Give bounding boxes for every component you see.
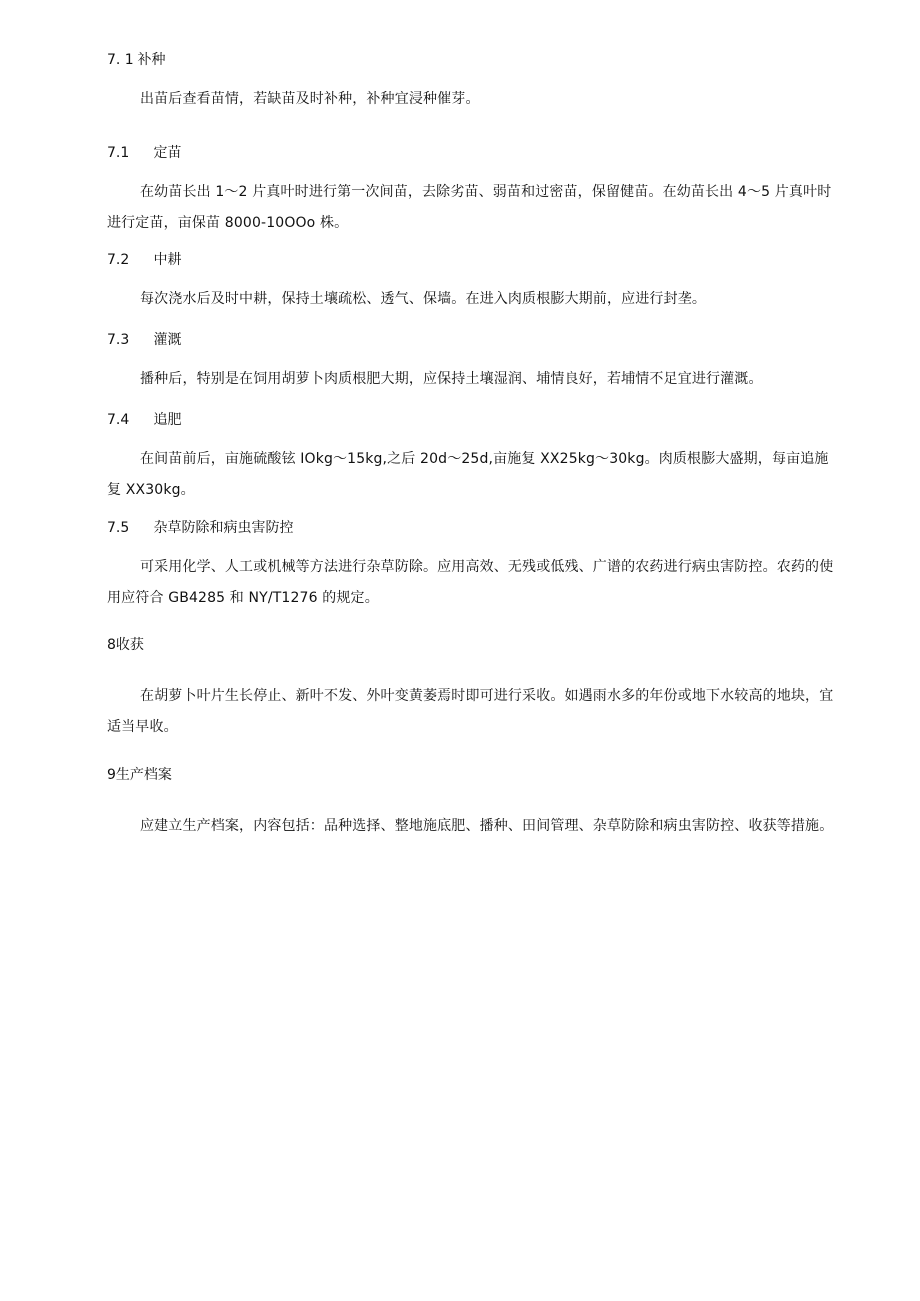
section-number: 7. 1 bbox=[107, 52, 134, 68]
section-heading bbox=[107, 250, 181, 270]
section-heading bbox=[107, 635, 144, 655]
section-body: 可采用化学、人工或机械等方法进行杂草防除。应用高效、无残或低残、广谱的农药进行病虫害防控。农药的使用应符合 GB4285 和 NY/T1276 的规定。 bbox=[107, 559, 834, 606]
section-title: 中耕 bbox=[153, 252, 182, 268]
section-title: 追肥 bbox=[153, 412, 182, 428]
section-number: 9 bbox=[107, 767, 116, 783]
section-heading bbox=[107, 143, 181, 163]
section-number: 7.4 bbox=[107, 412, 130, 428]
section-heading bbox=[107, 518, 293, 538]
section-title: 定苗 bbox=[153, 145, 182, 161]
section-body: 在间苗前后，亩施硫酸铉 IOkg～15kg,之后 20d～25d,亩施复 XX25kg～30kg。肉质根膨大盛期，每亩追施复 XX30kg。 bbox=[107, 451, 829, 498]
section-heading bbox=[107, 765, 172, 785]
section-body: 应建立生产档案，内容包括：品种选择、整地施底肥、播种、田间管理、杂草防除和病虫害防控、收获等措施。 bbox=[140, 818, 834, 834]
section-body: 在幼苗长出 1～2 片真叶时进行第一次间苗，去除劣苗、弱苗和过密苗，保留健苗。在幼苗长出 4～5 片真叶时进行定苗，亩保苗 8000-10OOo 株。 bbox=[107, 184, 832, 231]
section-number: 7.5 bbox=[107, 520, 130, 536]
section-title: 生产档案 bbox=[115, 767, 172, 783]
section-number: 7.2 bbox=[107, 252, 130, 268]
section-title: 收获 bbox=[115, 637, 144, 653]
section-number: 7.3 bbox=[107, 332, 130, 348]
section-heading bbox=[107, 330, 181, 350]
section-heading bbox=[107, 50, 165, 70]
section-body: 在胡萝卜叶片生长停止、新叶不发、外叶变黄萎焉时即可进行采收。如遇雨水多的年份或地下水较高的地块，宜适当早收。 bbox=[107, 688, 834, 735]
section-title: 杂草防除和病虫害防控 bbox=[153, 520, 294, 536]
section-title: 灌溉 bbox=[153, 332, 182, 348]
section-body: 出苗后查看苗情，若缺苗及时补种，补种宜浸种催芽。 bbox=[140, 91, 480, 107]
section-body: 播种后，特别是在饲用胡萝卜肉质根肥大期，应保持土壤湿润、埔情良好，若埔情不足宜进行灌溉。 bbox=[140, 371, 763, 387]
section-title: 补种 bbox=[137, 52, 166, 68]
section-heading bbox=[107, 410, 181, 430]
section-number: 8 bbox=[107, 637, 116, 653]
section-body: 每次浇水后及时中耕，保持土壤疏松、透气、保墙。在进入肉质根膨大期前，应进行封垄。 bbox=[140, 291, 706, 307]
section-number: 7.1 bbox=[107, 145, 130, 161]
